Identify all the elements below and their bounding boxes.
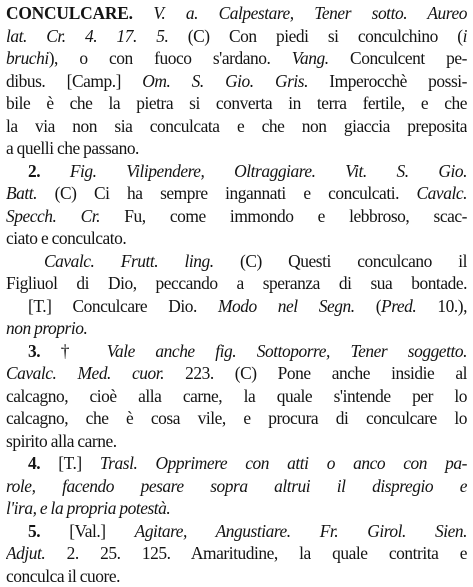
quote-text: calcagno, che è cosa vile, e procura di conculcare lo (6, 408, 467, 428)
quote-text: calcagno, cioè alla carne, la quale s'intende per lo (6, 386, 467, 406)
text-line (6, 520, 467, 543)
quote-text: Imperocchè possi- (308, 71, 467, 91)
citation: Cavalc. Med. cuor. (6, 363, 164, 383)
text-line (6, 115, 467, 138)
text-line (6, 70, 467, 93)
text-line (6, 340, 467, 363)
sense-definition: Agitare, Angustiare. Fr. Girol. Sien. (135, 521, 467, 541)
dagger-mark: † (40, 341, 107, 361)
text-line (6, 160, 467, 183)
quote-text: conculca il cuore. (6, 566, 120, 586)
text-line (6, 475, 467, 498)
sense-definition: l'ira, e la propria potestà. (6, 498, 170, 518)
quote-text: la via non sia conculcata e che non giaccia preposita (6, 116, 467, 136)
sense-number: 5. (28, 521, 40, 541)
text-line (6, 182, 467, 205)
sense-definition: Trasl. Opprimere con atti o anco con pa- (100, 453, 467, 473)
text-line (6, 137, 467, 160)
quote-text: 10.), (416, 296, 467, 316)
text-line (6, 407, 467, 430)
text-line (6, 452, 467, 475)
sense-number: 2. (28, 161, 40, 181)
text-line (6, 497, 467, 520)
text-line (6, 385, 467, 408)
quote-text: spirito alla carne. (6, 431, 117, 451)
sense-definition: Vale anche fig. Sottoporre, Tener soggetto. (107, 341, 467, 361)
entry-definition-4 (6, 452, 467, 520)
quote-text: 2. 25. 125. Amaritudine, la quale contrita e (45, 543, 467, 563)
text-line (6, 47, 467, 70)
text-line (6, 92, 467, 115)
citation: Specch. Cr. (6, 206, 100, 226)
quote-text: (C) Con piedi si conculchino ( (168, 26, 462, 46)
citation: Om. S. Gio. Gris. (142, 71, 308, 91)
text-line (6, 25, 467, 48)
usage-note: non proprio. (6, 318, 87, 338)
citation: Cavalc. (417, 183, 467, 203)
quote-text: Fu, come immondo e lebbroso, scac- (100, 206, 467, 226)
source-tag: [T.] (40, 453, 100, 473)
quote-text: dibus. [Camp.] (6, 71, 142, 91)
sense-number: 4. (28, 453, 40, 473)
dictionary-entry-conculcare (6, 2, 467, 587)
text-line (6, 362, 467, 385)
text-line (6, 227, 467, 250)
quote-text: [T.] Conculcare Dio. (28, 296, 218, 316)
text-line (6, 542, 467, 565)
quote-italic: i (463, 26, 467, 46)
entry-definition-3 (6, 340, 467, 453)
quote-text: a quelli che passano. (6, 138, 139, 158)
citation: Cavalc. Frutt. ling. (44, 251, 214, 271)
citation: Vang. (292, 48, 329, 68)
citation: Pred. (381, 296, 416, 316)
text-line (6, 2, 467, 25)
headword: CONCULCARE. (6, 3, 133, 23)
citation: Modo nel Segn. (218, 296, 355, 316)
text-line (6, 430, 467, 453)
quote-text: ), o con fuoco s'ardano. (49, 48, 292, 68)
sense-number: 3. (28, 341, 40, 361)
quote-text: 223. (C) Pone anche insidie al (164, 363, 467, 383)
quote-text: ( (355, 296, 381, 316)
quote-text: (C) Questi conculcano il (214, 251, 467, 271)
text-line (6, 272, 467, 295)
citation: Batt. (6, 183, 37, 203)
quote-text: bile è che la pietra si converta in terra fertile, e che (6, 93, 467, 113)
quote-text: (C) Ci ha sempre ingannati e conculcati. (37, 183, 416, 203)
citation: lat. Cr. 4. 17. 5. (6, 26, 168, 46)
quote-text: ciato e conculcato. (6, 228, 126, 248)
quote-text: Figliuol di Dio, peccando a speranza di sua bontade. (6, 273, 467, 293)
text-line (6, 317, 467, 340)
text-line (6, 565, 467, 587)
entry-definition-2 (6, 160, 467, 340)
sense-definition: Fig. Vilipendere, Oltraggiare. Vit. S. Gio. (40, 161, 467, 181)
citation: Adjut. (6, 543, 45, 563)
text-line (6, 250, 467, 273)
part-of-speech-and-synonyms: V. a. Calpestare, Tener sotto. Aureo (133, 3, 467, 23)
source-tag: [Val.] (40, 521, 134, 541)
quote-italic: bruchi (6, 48, 49, 68)
text-line (6, 295, 467, 318)
sense-definition: role, facendo pesare sopra altrui il dispregio e (6, 476, 467, 496)
entry-definition-5 (6, 520, 467, 587)
text-line (6, 205, 467, 228)
entry-definition-1 (6, 2, 467, 160)
quote-text: Conculcent pe- (329, 48, 467, 68)
